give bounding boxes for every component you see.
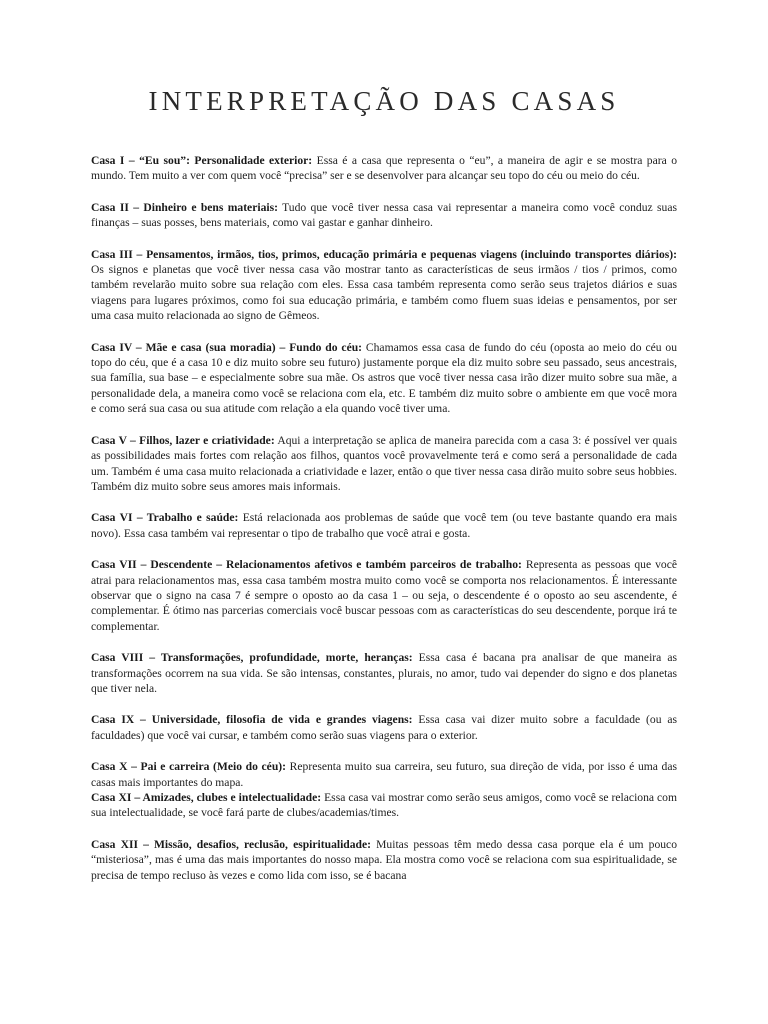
section-casa-5 [91,433,677,495]
section-casa-2 [91,200,677,231]
section-heading: Casa X – Pai e carreira (Meio do céu): [91,760,287,774]
section-casa-11 [91,790,677,821]
section-body: Representa as pessoas que você atrai para relacionamentos mas, essa casa também mostra muito como você se comporta nos relacionamentos. É interessante observar que o signo na casa 7 é sempre o oposto ao da casa 1 – ou seja, o descendente é o oposto ao seu ascendente, é complementar. É ótimo nas parcerias comerciais você buscar pessoas com as características do seu descendente, porque irá te complementar. [91,558,677,633]
section-heading: Casa III – Pensamentos, irmãos, tios, primos, educação primária e pequenas viagens (incluindo transportes diários): [91,247,677,261]
section-heading: Casa XI – Amizades, clubes e intelectualidade: [91,791,322,804]
section-body: Aqui a interpretação se aplica de maneira parecida com a casa 3: é possível ver quais as possibilidades mais fortes com relação aos filhos, quantos você provavelmente terá e como será a personalidade de cada um. Também é uma casa muito relacionada a criatividade e lazer, então o que tiver nessa casa dirão muito sobre seus hobbies. Também diz muito sobre seus amores mais informais. [91,433,677,493]
section-body: Está relacionada aos problemas de saúde que você tem (ou teve bastante quando era mais novo). Essa casa também vai representar o tipo de trabalho que você atrai e gosta. [91,511,677,540]
section-heading: Casa II – Dinheiro e bens materiais: [91,200,278,214]
section-body: Muitas pessoas têm medo dessa casa porque ela é um pouco “misteriosa”, mas é uma das mais importantes do nosso mapa. Ela mostra como você se relaciona com sua espiritualidade, se precisa de tempo recluso às vezes e como lida com isso, se é bacana [91,837,677,882]
section-heading: Casa I – “Eu sou”: Personalidade exterior: [91,154,313,167]
section-body: Essa casa vai dizer muito sobre a faculdade (ou as faculdades) que você vai cursar, e também como serão suas viagens para o exterior. [91,713,678,742]
section-casa-4 [91,340,677,417]
section-casa-6 [91,510,677,541]
section-casa-9 [91,712,677,743]
section-heading: Casa V – Filhos, lazer e criatividade: [91,433,275,447]
section-heading: Casa VII – Descendente – Relacionamentos afetivos e também parceiros de trabalho: [91,558,522,572]
section-heading: Casa IX – Universidade, filosofia de vida e grandes viagens: [91,713,413,727]
section-body: Chamamos essa casa de fundo do céu (oposta ao meio do céu ou topo do céu, que é a casa 10 e diz muito sobre seu futuro) justamente porque ela diz muito sobre seu passado, seus ancestrais, sua família, sua base – e especialmente sobre sua mãe. Os astros que você tiver nessa casa irão dizer muito sobre sua mãe, a personalidade dela, a maneira como você se relaciona com ela, etc. E também diz muito sobre o ambiente em que você mora e como será sua casa ou sua atitude com relação a ela quando você tiver uma. [91,340,677,416]
section-body: Essa casa vai mostrar como serão seus amigos, como você se relaciona com sua intelectualidade, se você fará parte de clubes/academias/times. [91,791,677,820]
section-body: Essa casa é bacana pra analisar de que maneira as transformações ocorrem na sua vida. Se são intensas, constantes, plurais, no amor, tudo vai depender do signo e dos planetas que tiver nela. [91,651,677,695]
section-casa-1 [91,153,677,184]
section-casa-8 [91,650,677,696]
section-heading: Casa VI – Trabalho e saúde: [91,511,239,525]
section-casa-3 [91,247,677,324]
section-heading: Casa IV – Mãe e casa (sua moradia) – Fundo do céu: [91,340,363,354]
section-casa-12 [91,837,677,883]
section-body: Representa muito sua carreira, seu futuro, sua direção de vida, por isso é uma das casas mais importantes do mapa. [91,760,677,789]
section-body: Tudo que você tiver nessa casa vai representar a maneira como você conduz suas finanças – suas posses, bens materiais, como vai gastar e ganhar dinheiro. [91,200,677,230]
section-body: Os signos e planetas que você tiver nessa casa vão mostrar tanto as características de seus irmãos / tios / primos, como também revelarão muito sobre sua relação com eles. Essa casa também representa como serão seus trajetos diários e suas viagens para lugares próximos, como foi sua educação primária, e também como fluem suas ideias e pensamentos, por ser uma casa muito relacionada ao signo de Gêmeos. [91,263,677,323]
section-casa-10 [91,759,677,790]
page-title: INTERPRETAÇÃO DAS CASAS [148,86,620,116]
section-casa-7 [91,557,677,634]
section-body: Essa é a casa que representa o “eu”, a maneira de agir e se mostra para o mundo. Tem muito a ver com quem você “precisa” ser e se desenvolver para alcançar seu topo do céu ou meio do céu. [91,154,677,183]
section-heading: Casa XII – Missão, desafios, reclusão, espiritualidade: [91,837,372,851]
section-heading: Casa VIII – Transformações, profundidade, morte, heranças: [91,651,413,665]
